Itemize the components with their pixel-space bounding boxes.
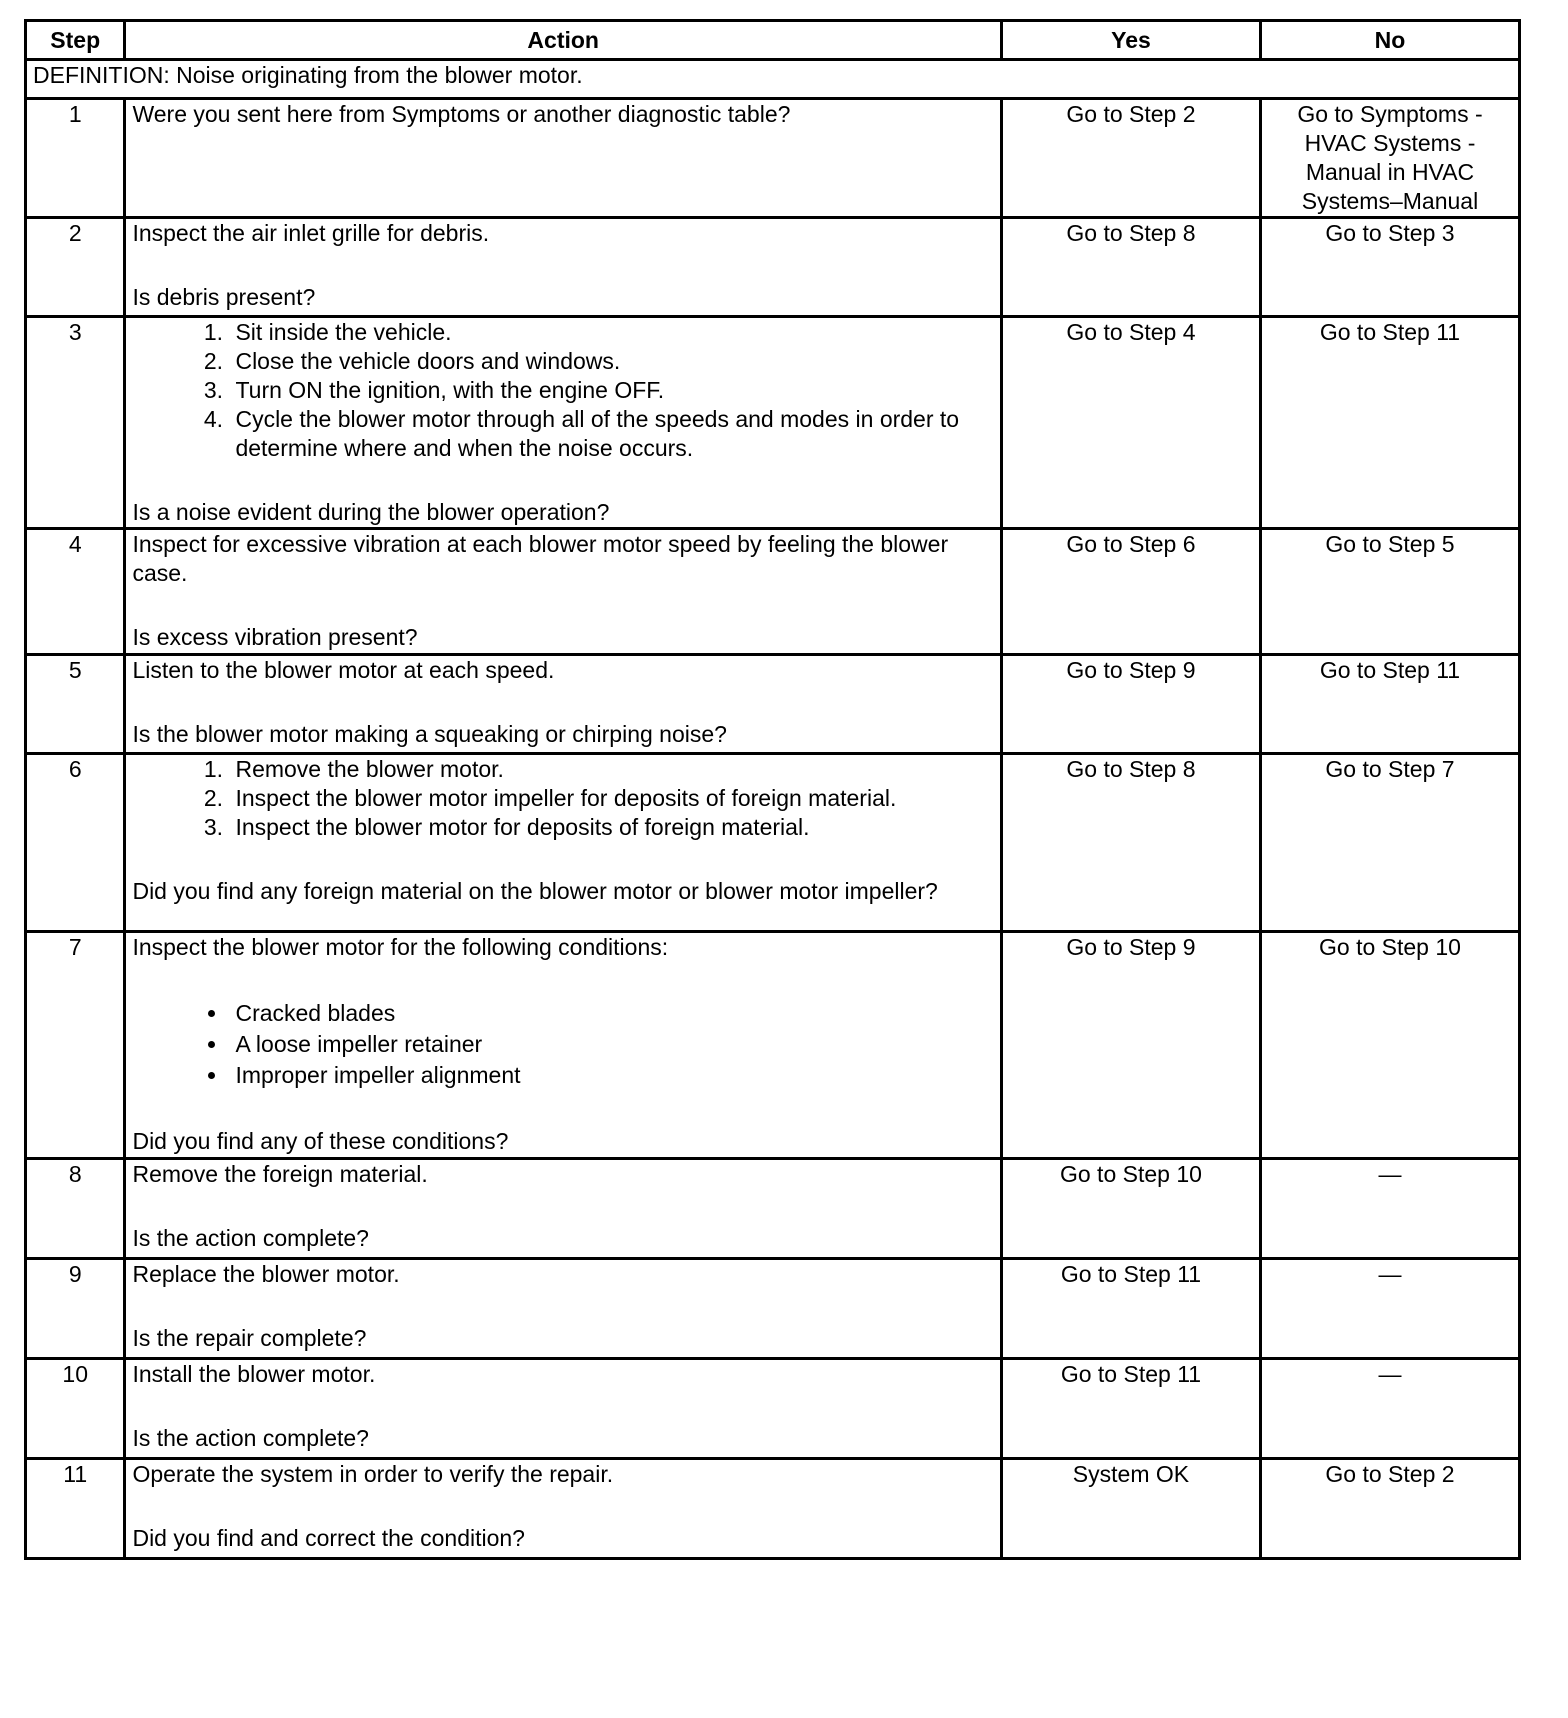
table-row [26,317,1520,529]
yes-cell: Go to Step 11 [1001,1259,1260,1359]
yes-cell: System OK [1001,1459,1260,1559]
step-number: 3 [26,317,125,529]
action-intro: Replace the blower motor. [132,1261,400,1287]
action-cell [125,932,1002,1159]
action-cell [125,754,1002,932]
list-item: 3. Inspect the blower motor for deposits of foreign material. [229,813,994,842]
table-row [26,1259,1520,1359]
action-intro: Inspect for excessive vibration at each blower motor speed by feeling the blower case. [132,531,949,586]
yes-cell: Go to Step 4 [1001,317,1260,529]
list-item: 1. Sit inside the vehicle. [229,318,994,347]
action-question: Is the repair complete? [132,1325,367,1351]
step-number: 1 [26,99,125,218]
no-cell [1260,99,1519,218]
table-row [26,1459,1520,1559]
list-item: 2. Inspect the blower motor impeller for deposits of foreign material. [229,784,994,813]
no-cell: Go to Step 11 [1260,655,1519,754]
no-cell: Go to Step 2 [1260,1459,1519,1559]
list-item: 1. Remove the blower motor. [229,755,994,784]
header-step: Step [26,21,125,60]
table-row [26,754,1520,932]
list-item: • Cracked blades [229,999,994,1028]
yes-cell: Go to Step 9 [1001,655,1260,754]
header-action: Action [125,21,1002,60]
yes-cell: Go to Step 11 [1001,1359,1260,1459]
table-row [26,1159,1520,1259]
action-question: Did you find any foreign material on the blower motor or blower motor impeller? [132,878,938,904]
action-cell [125,218,1002,317]
action-cell [125,1459,1002,1559]
condition-list [132,999,994,1090]
definition-row [26,60,1520,99]
action-cell [125,529,1002,655]
yes-cell: Go to Step 6 [1001,529,1260,655]
step-number: 6 [26,754,125,932]
no-cell: Go to Step 3 [1260,218,1519,317]
step-number: 2 [26,218,125,317]
no-cell: Go to Step 10 [1260,932,1519,1159]
step-number: 4 [26,529,125,655]
step-number: 5 [26,655,125,754]
step-number: 7 [26,932,125,1159]
action-cell [125,317,1002,529]
no-cell: — [1260,1159,1519,1259]
yes-cell: Go to Step 9 [1001,932,1260,1159]
action-question: Is a noise evident during the blower operation? [132,499,610,525]
list-item: • Improper impeller alignment [229,1061,994,1090]
table-row [26,1359,1520,1459]
list-item: 4. Cycle the blower motor through all of the speeds and modes in order to determine where and when the noise occurs. [229,405,994,463]
no-cell: — [1260,1359,1519,1459]
action-steps-list [132,755,994,842]
no-cell: Go to Step 5 [1260,529,1519,655]
action-cell [125,1359,1002,1459]
table-row [26,932,1520,1159]
action-question: Did you find and correct the condition? [132,1525,525,1551]
list-item: 2. Close the vehicle doors and windows. [229,347,994,376]
action-intro: Remove the foreign material. [132,1161,428,1187]
header-row [26,21,1520,60]
action-question: Is excess vibration present? [132,624,418,650]
action-cell [125,1259,1002,1359]
action-intro: Were you sent here from Symptoms or another diagnostic table? [132,101,791,127]
no-cell-text: Go to Symptoms - HVAC Systems - Manual in HVAC Systems–Manual [1297,101,1483,214]
step-number: 10 [26,1359,125,1459]
action-intro: Inspect the air inlet grille for debris. [132,220,490,246]
action-cell [125,99,1002,218]
action-question: Is debris present? [132,284,316,310]
yes-cell: Go to Step 8 [1001,218,1260,317]
action-question: Is the action complete? [132,1425,369,1451]
action-intro: Install the blower motor. [132,1361,376,1387]
no-cell: Go to Step 7 [1260,754,1519,932]
table-row [26,655,1520,754]
action-cell [125,1159,1002,1259]
definition-text: DEFINITION: Noise originating from the blower motor. [26,60,1520,99]
action-cell [125,655,1002,754]
step-number: 9 [26,1259,125,1359]
yes-cell: Go to Step 8 [1001,754,1260,932]
action-question: Is the blower motor making a squeaking or chirping noise? [132,721,727,747]
table-row [26,99,1520,218]
step-number: 8 [26,1159,125,1259]
action-intro: Inspect the blower motor for the following conditions: [132,934,669,960]
action-steps-list [132,318,994,463]
no-cell: — [1260,1259,1519,1359]
header-yes: Yes [1001,21,1260,60]
table-row [26,218,1520,317]
list-item: 3. Turn ON the ignition, with the engine OFF. [229,376,994,405]
table-row [26,529,1520,655]
header-no: No [1260,21,1519,60]
action-intro: Listen to the blower motor at each speed. [132,657,555,683]
action-intro: Operate the system in order to verify the repair. [132,1461,614,1487]
yes-cell: Go to Step 10 [1001,1159,1260,1259]
diagnostic-table [24,19,1521,1560]
action-question: Is the action complete? [132,1225,369,1251]
step-number: 11 [26,1459,125,1559]
list-item: • A loose impeller retainer [229,1030,994,1059]
yes-cell: Go to Step 2 [1001,99,1260,218]
no-cell: Go to Step 11 [1260,317,1519,529]
action-question: Did you find any of these conditions? [132,1128,509,1154]
